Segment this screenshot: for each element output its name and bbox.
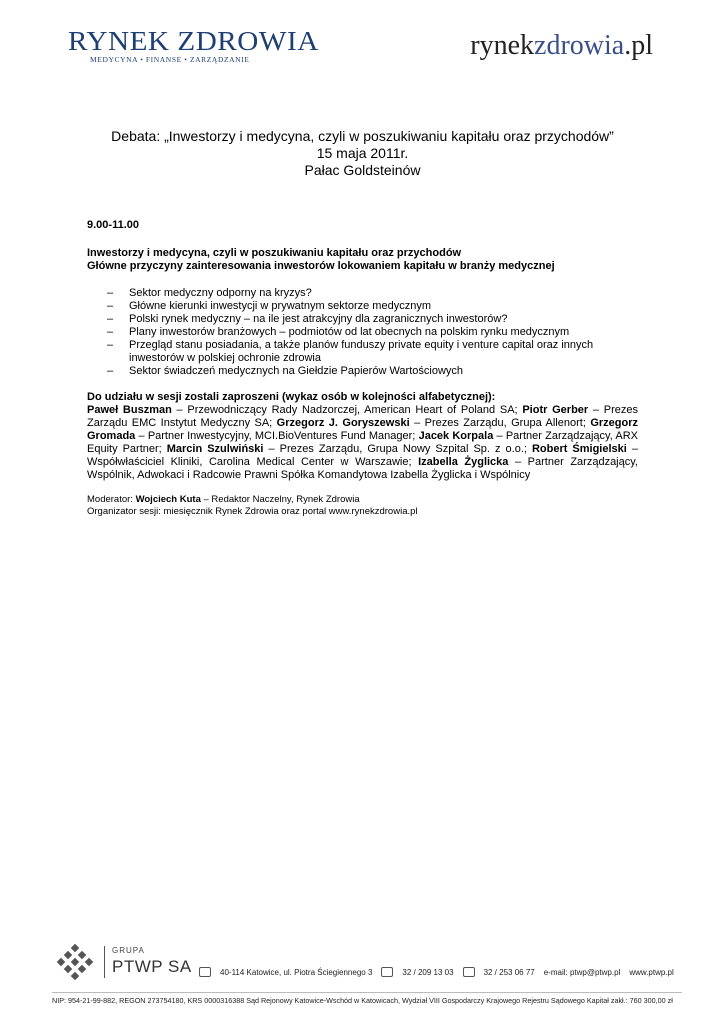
dash-bullet: –: [107, 326, 114, 338]
list-item: [87, 365, 638, 378]
topic-text: Sektor medyczny odporny na kryzys?: [129, 287, 312, 299]
topic-text: Sektor świadczeń medycznych na Giełdzie Papierów Wartościowych: [129, 365, 464, 377]
portal-logo-part2: zdrowia: [534, 30, 625, 61]
person-name: Robert Śmigielski: [531, 443, 627, 455]
person-role: – Prezes Zarządu, Grupa Nowy Szpital Sp. z o.o.;: [263, 443, 532, 455]
phone: 32 / 209 13 03: [402, 967, 454, 977]
website: www.ptwp.pl: [629, 967, 674, 977]
list-item: [87, 300, 638, 313]
person-role: – Partner Zarządzający, Wspólnik, Adwokaci i Radcowie Prawni Spółka Komandytowa Izabella Żyglicka i Wspólnicy: [87, 456, 638, 481]
dash-bullet: –: [107, 300, 114, 312]
person-role: – Przewodniczący Rady Nadzorczej, American Heart of Poland SA;: [171, 404, 523, 416]
portal-logo: [470, 30, 653, 62]
mail-envelope-icon: [199, 967, 211, 977]
topic-list: [87, 287, 638, 378]
debate-title: [0, 128, 725, 179]
legal-info: NIP: 954-21-99-882, REGON 273754180, KRS 0000316388 Sąd Rejonowy Katowice-Wschód w Katowicach, Wydział VIII Gospodarczy Krajowego Rejestru Sądowego Kapitał zakł.: 760 300,00 zł: [52, 992, 682, 1005]
portal-logo-part3: .pl: [624, 30, 653, 61]
person-role: – Prezes Zarządu EMC Instytut Medyczny SA;: [87, 404, 638, 429]
email: e-mail: ptwp@ptwp.pl: [543, 967, 621, 977]
invited-paragraph: [87, 391, 638, 482]
organizer-line: Organizator sesji: miesięcznik Rynek Zdrowia oraz portal www.rynekzdrowia.pl: [87, 506, 418, 517]
session-title-line-1: Inwestorzy i medycyna, czyli w poszukiwaniu kapitału oraz przychodów: [87, 247, 462, 259]
list-item: [87, 326, 638, 339]
portal-logo-part1: rynek: [470, 30, 535, 61]
person-name: Piotr Gerber: [522, 404, 589, 416]
person-name: Grzegorz J. Goryszewski: [276, 417, 410, 429]
person-role: – Prezes Zarządu, Grupa Allenort;: [409, 417, 591, 429]
logo-subtitle: MEDYCYNA • FINANSE • ZARZĄDZANIE: [90, 55, 250, 64]
moderator-name: Wojciech Kuta: [135, 494, 201, 505]
moderator-role: – Redaktor Naczelny, Rynek Zdrowia: [200, 494, 360, 505]
title-date: 15 maja 2011r.: [316, 145, 409, 161]
invited-heading: Do udziału w sesji zostali zaproszeni (wykaz osób w kolejności alfabetycznej):: [87, 391, 496, 403]
footer-divider: [104, 946, 105, 978]
company-name: PTWP SA: [112, 957, 192, 976]
session-title-line-2: Główne przyczyny zainteresowania inwestorów lokowaniem kapitału w branży medycznej: [87, 260, 555, 272]
moderator-label: Moderator:: [87, 494, 136, 505]
logo-title: RYNEK ZDROWIA: [68, 26, 319, 56]
dash-bullet: –: [107, 313, 114, 325]
dash-bullet: –: [107, 365, 114, 377]
address: 40-114 Katowice, ul. Piotra Ściegiennego 3: [220, 967, 373, 977]
topic-text: Plany inwestorów branżowych – podmiotów od lat obecnych na polskim rynku medycznym: [129, 326, 570, 338]
document-body: [87, 219, 638, 518]
person-role: – Współwłaściciel Kliniki, Carolina Medical Center w Warszawie;: [87, 443, 638, 468]
person-name: Grzegorz Gromada: [87, 417, 638, 442]
person-name: Paweł Buszman: [87, 404, 172, 416]
topic-text: Przegląd stanu posiadania, a także planów funduszy private equity i venture capital oraz innych inwestorów w polskiej ochronie zdrowia: [129, 339, 594, 364]
person-role: – Partner Inwestycyjny, MCI.BioVentures Fund Manager;: [135, 430, 419, 442]
person-role: – Partner Zarządzający, ARX Equity Partner;: [87, 430, 638, 455]
session-meta: [87, 494, 638, 518]
title-line-1: Debata: „Inwestorzy i medycyna, czyli w poszukiwaniu kapitału oraz przychodów”: [111, 128, 614, 144]
topic-text: Główne kierunki inwestycji w prywatnym sektorze medycznym: [129, 300, 431, 312]
dash-bullet: –: [107, 339, 114, 351]
list-item: [87, 287, 638, 300]
session-time: 9.00-11.00: [87, 219, 139, 231]
rynek-zdrowia-logo: [68, 26, 319, 64]
list-item: [87, 313, 638, 326]
topic-text: Polski rynek medyczny – na ile jest atrakcyjny dla zagranicznych inwestorów?: [129, 313, 508, 325]
contact-line: [199, 967, 674, 977]
person-name: Izabella Żyglicka: [418, 456, 509, 468]
letterhead-footer: [52, 944, 672, 984]
group-label: GRUPA: [112, 946, 145, 955]
title-venue: Pałac Goldsteinów: [304, 162, 421, 178]
fax: 32 / 253 06 77: [483, 967, 535, 977]
fax-icon: [463, 967, 475, 977]
phone-icon: [381, 967, 393, 977]
dash-bullet: –: [107, 287, 114, 299]
person-name: Jacek Korpala: [418, 430, 494, 442]
moderator-line: [87, 494, 638, 506]
list-item: [87, 339, 638, 365]
ptwp-logo-icon: [54, 944, 98, 980]
session-title: [87, 247, 638, 273]
person-name: Marcin Szulwiński: [166, 443, 264, 455]
